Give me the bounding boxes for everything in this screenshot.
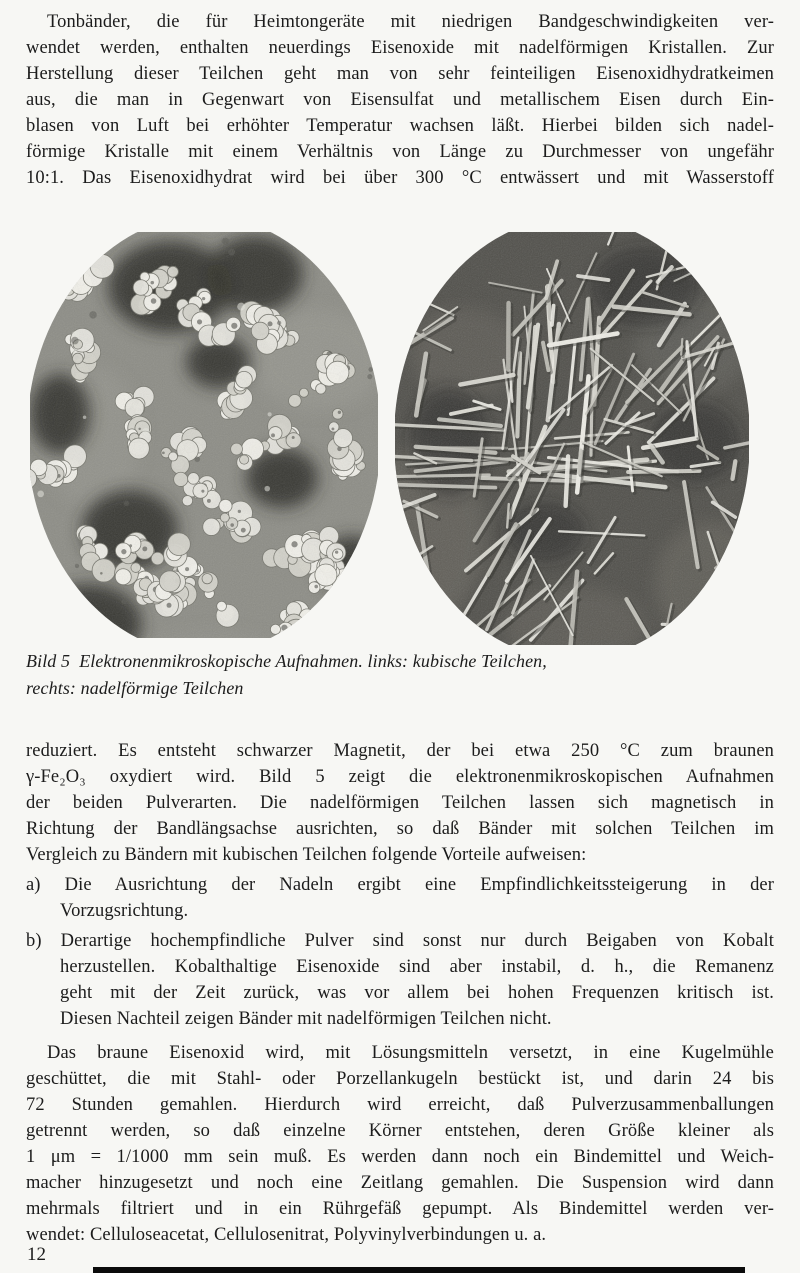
text-line: Tonbänder, die für Heimtongeräte mit niedrigen Bandgeschwindigkeiten ver- [47,12,774,32]
text-line: Bild 5 Elektronenmikroskopische Aufnahmen. links: kubische Teilchen, [26,651,547,671]
scan-edge-bar [93,1267,745,1273]
text-line: aus, die man in Gegenwart von Eisensulfat und metallischem Eisen durch Ein- [26,90,774,110]
text-line: Herstellung dieser Teilchen geht man von sehr feinteiligen Eisenoxidhydratkeimen [26,64,774,84]
list-item-a [26,872,774,924]
text-line: γ-Fe₂O₃ oxydiert wird. Bild 5 zeigt die elektronenmikroskopischen Aufnahmen [26,767,774,787]
text-line: mehrmals filtriert und in ein Rührgefäß gepumpt. Als Bindemittel werden ver- [26,1199,774,1219]
text-line: Vergleich zu Bändern mit kubischen Teilchen folgende Vorteile aufweisen: [26,845,587,865]
page-number: 12 [27,1244,46,1265]
paragraph-milling [26,1040,774,1248]
text-line: 1 μm = 1/1000 mm sein muß. Es werden dann noch ein Bindemittel und Weich- [26,1147,774,1167]
text-line: geschüttet, die mit Stahl- oder Porzellankugeln bestückt ist, und darin 24 bis [26,1069,774,1089]
text-line: blasen von Luft bei erhöhter Temperatur wachsen läßt. Hierbei bilden sich nadel- [26,116,774,136]
micrograph-needle-particles [395,232,749,645]
paragraph-intro [26,9,774,191]
text-line: reduziert. Es entsteht schwarzer Magnetit, der bei etwa 250 °C zum braunen [26,741,774,761]
paragraph-reduction [26,738,774,868]
text-line: Richtung der Bandlängsachse ausrichten, so daß Bänder mit solchen Teilchen im [26,819,774,839]
text-line: Diesen Nachteil zeigen Bänder mit nadelförmigen Teilchen nicht. [60,1009,552,1029]
text-line: rechts: nadelförmige Teilchen [26,678,244,698]
text-line: herzustellen. Kobalthaltige Eisenoxide sind aber instabil, d. h., die Remanenz [60,957,774,977]
text-line: der beiden Pulverarten. Die nadelförmigen Teilchen lassen sich magnetisch in [26,793,774,813]
text-line: geht mit der Zeit zurück, was vor allem bei hohen Frequenzen kritisch ist. [60,983,774,1003]
list-item-b [26,928,774,1032]
micrograph-cubic-particles [30,232,378,638]
text-line: macher hinzugesetzt und noch eine Zeitlang gemahlen. Die Suspension wird dann [26,1173,774,1193]
text-line: getrennt werden, so daß einzelne Körner entstehen, deren Größe kleiner als [26,1121,774,1141]
text-line: b) Derartige hochempfindliche Pulver sind sonst nur durch Beigaben von Kobalt [26,931,774,951]
text-line: Das braune Eisenoxid wird, mit Lösungsmitteln versetzt, in eine Kugelmühle [47,1043,774,1063]
text-line: 72 Stunden gemahlen. Hierdurch wird erreicht, daß Pulverzusammenballungen [26,1095,774,1115]
text-line: wendet: Celluloseacetat, Cellulosenitrat, Polyvinylverbindungen u. a. [26,1225,547,1245]
text-line: wendet werden, enthalten neuerdings Eisenoxide mit nadelförmigen Kristallen. Zur [26,38,774,58]
text-line: a) Die Ausrichtung der Nadeln ergibt eine Empfindlichkeitssteigerung in der [26,875,774,895]
text-line: 10:1. Das Eisenoxidhydrat wird bei über 300 °C entwässert und mit Wasserstoff [26,168,774,188]
text-line: Vorzugsrichtung. [60,901,189,921]
figure-caption [26,648,774,702]
text-line: förmige Kristalle mit einem Verhältnis von Länge zu Durchmesser von ungefähr [26,142,774,162]
